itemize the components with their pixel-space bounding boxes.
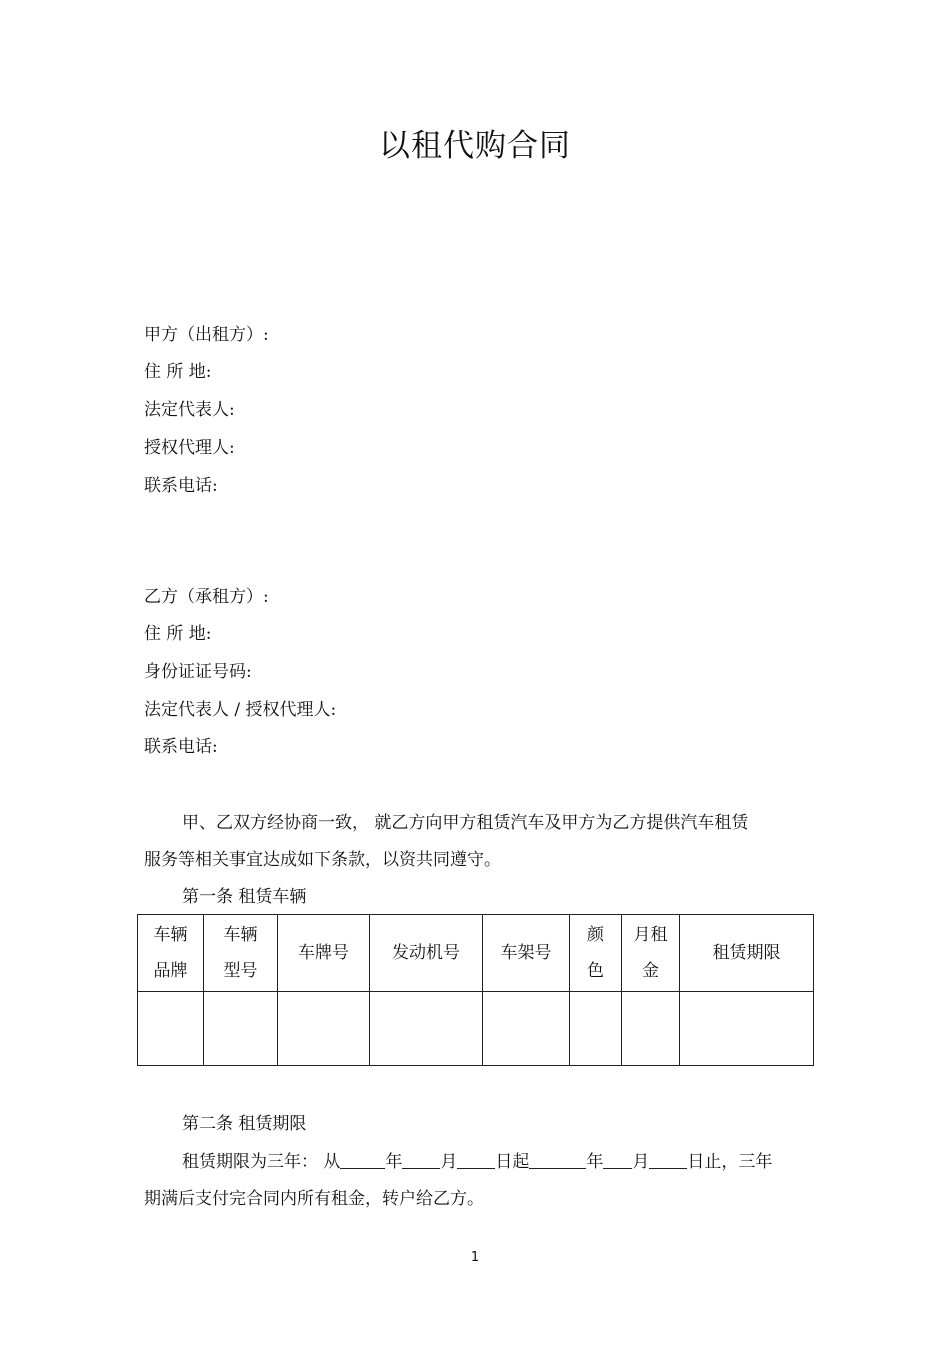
vehicle-model-header: 车辆 型号 <box>204 915 278 992</box>
article-2-heading: 第二条 租赁期限 <box>182 1114 307 1134</box>
frame-number-header: 车架号 <box>483 915 570 992</box>
intro-line-1: 甲、乙双方经协商一致， 就乙方向甲方租赁汽车及甲方为乙方提供汽车租赁 <box>182 813 749 833</box>
lease-term-line-2: 期满后支付完合同内所有租金，转户给乙方。 <box>144 1189 484 1209</box>
party-b-heading: 乙方（承租方）: <box>144 587 269 607</box>
page-number: 1 <box>470 1250 480 1265</box>
end-month-blank <box>603 1150 632 1169</box>
start-day-blank <box>457 1150 495 1169</box>
party-b-address: 住 所 地: <box>144 624 212 644</box>
engine-number-cell <box>370 992 483 1066</box>
party-b-phone: 联系电话: <box>144 737 218 757</box>
party-a-agent: 授权代理人: <box>144 438 235 458</box>
license-plate-cell <box>278 992 370 1066</box>
monthly-rent-cell <box>622 992 680 1066</box>
start-day-label: 日起 <box>495 1152 530 1172</box>
lease-term-start-text: 租赁期限为三年： 从 <box>182 1152 341 1172</box>
start-year-label: 年 <box>385 1152 403 1172</box>
party-b-id-number: 身份证证号码: <box>144 662 252 682</box>
vehicle-table-header-row <box>138 915 814 992</box>
contract-title: 以租代购合同 <box>379 128 571 164</box>
start-month-blank <box>402 1150 440 1169</box>
lease-term-line <box>182 1150 772 1174</box>
vehicle-brand-cell <box>138 992 204 1066</box>
end-day-blank <box>649 1150 687 1169</box>
party-a-legal-rep: 法定代表人: <box>144 400 235 420</box>
end-year-label: 年 <box>586 1152 604 1172</box>
lease-term-cell <box>680 992 814 1066</box>
end-month-label: 月 <box>632 1152 650 1172</box>
color-cell <box>570 992 622 1066</box>
vehicle-table-empty-row <box>138 992 814 1066</box>
monthly-rent-header: 月租 金 <box>622 915 680 992</box>
article-1-heading: 第一条 租赁车辆 <box>182 887 307 907</box>
engine-number-header: 发动机号 <box>370 915 483 992</box>
vehicle-table <box>137 914 814 1066</box>
vehicle-model-cell <box>204 992 278 1066</box>
party-a-heading: 甲方（出租方）: <box>144 325 269 345</box>
frame-number-cell <box>483 992 570 1066</box>
license-plate-header: 车牌号 <box>278 915 370 992</box>
vehicle-brand-header: 车辆 品牌 <box>138 915 204 992</box>
party-a-address: 住 所 地: <box>144 362 212 382</box>
party-b-legal-or-agent: 法定代表人 / 授权代理人: <box>144 700 337 720</box>
end-year-blank <box>529 1150 586 1169</box>
end-day-label: 日止，三年 <box>687 1152 773 1172</box>
start-year-blank <box>340 1150 385 1169</box>
intro-line-2: 服务等相关事宜达成如下条款，以资共同遵守。 <box>144 850 501 870</box>
color-header: 颜 色 <box>570 915 622 992</box>
start-month-label: 月 <box>440 1152 458 1172</box>
lease-term-header: 租赁期限 <box>680 915 814 992</box>
party-a-phone: 联系电话: <box>144 476 218 496</box>
